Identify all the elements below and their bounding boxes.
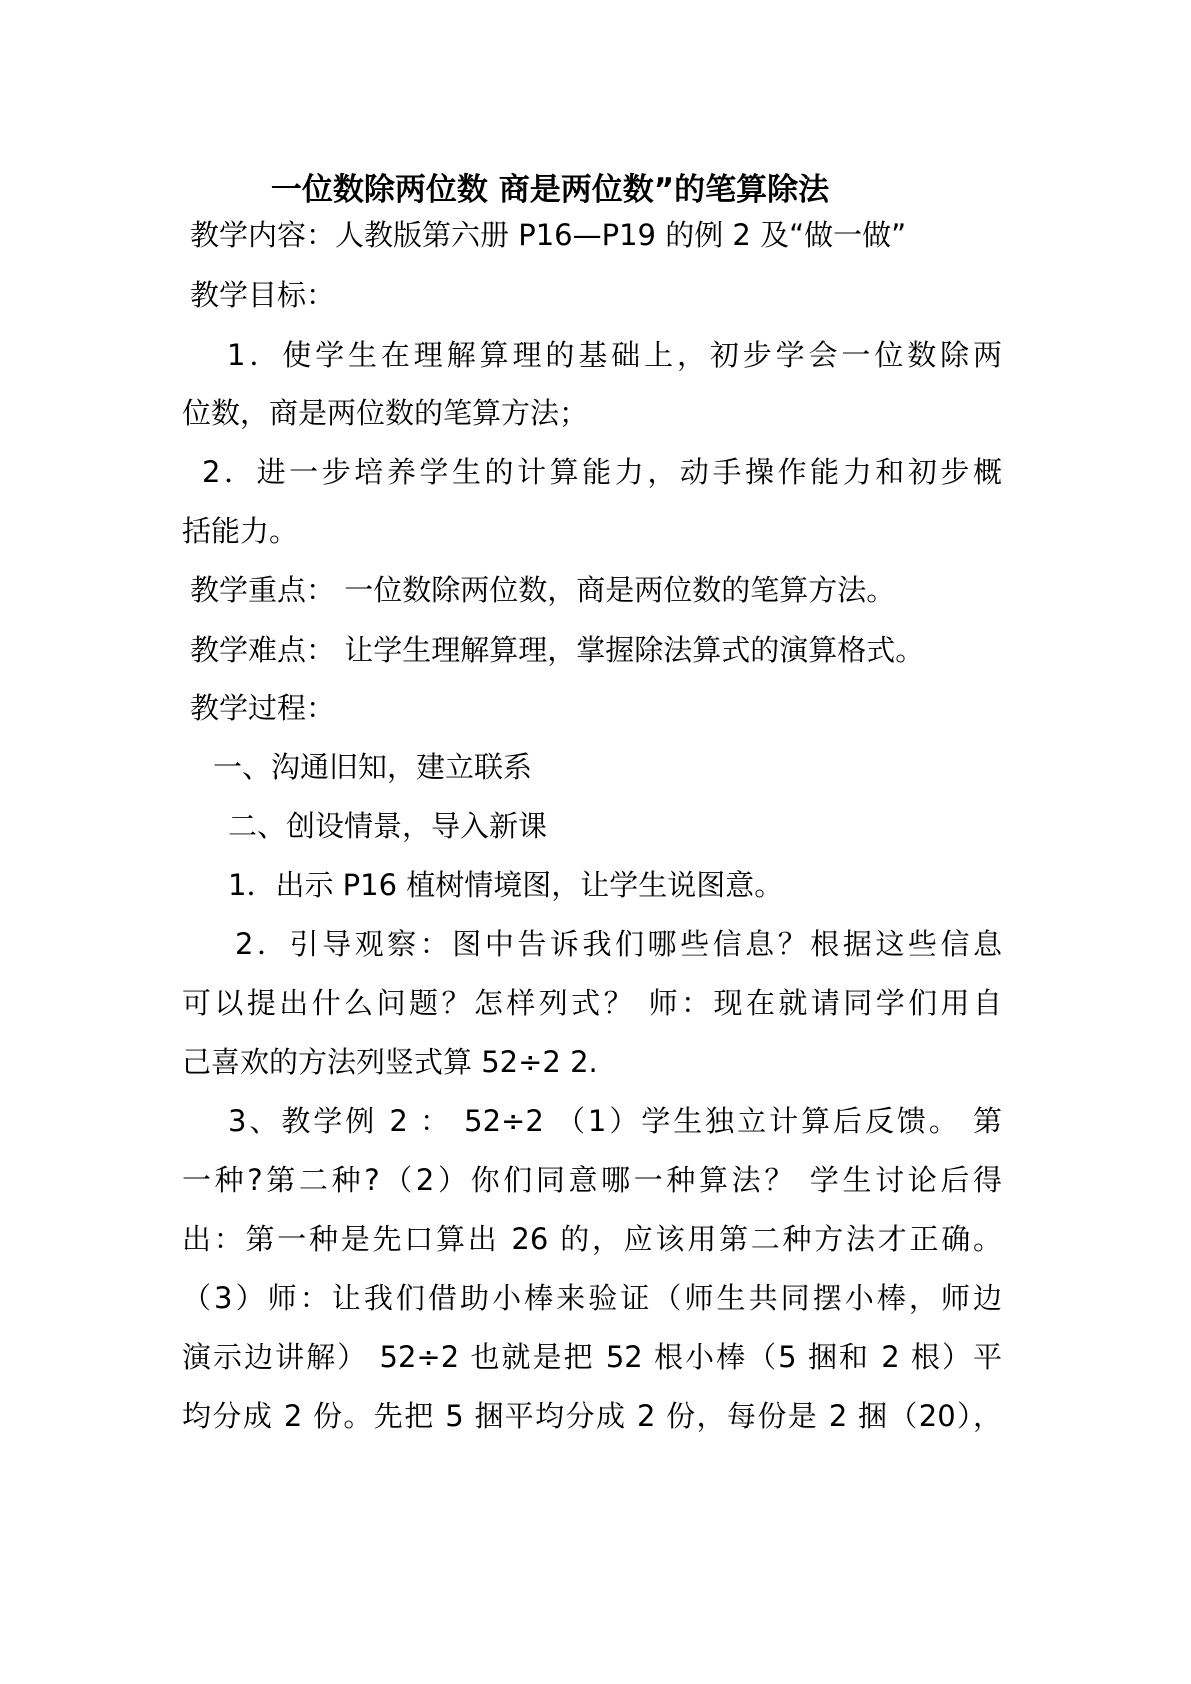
- step-3-line-4: （3）师：让我们借助小棒来验证（师生共同摆小棒，师边: [182, 1281, 1002, 1315]
- teaching-content-line: 教学内容：人教版第六册 P16—P19 的例 2 及“做一做”: [190, 218, 907, 252]
- step-3-line-6: 均分成 2 份。先把 5 捆平均分成 2 份，每份是 2 捆（20），: [182, 1399, 1002, 1433]
- goal-1-line-1: 1．使学生在理解算理的基础上，初步学会一位数除两: [227, 338, 1002, 372]
- teaching-goals-heading: 教学目标：: [190, 278, 336, 312]
- step-2-line-1: 2．引导观察：图中告诉我们哪些信息？根据这些信息: [235, 927, 1002, 961]
- teaching-key-point: 教学重点： 一位数除两位数，商是两位数的笔算方法。: [190, 573, 896, 607]
- goal-2-line-2: 括能力。: [182, 514, 299, 548]
- step-2-line-2: 可以提出什么问题？怎样列式？ 师：现在就请同学们用自: [182, 986, 1002, 1020]
- step-3-line-5: 演示边讲解） 52÷2 也就是把 52 根小棒（5 捆和 2 根）平: [182, 1340, 1002, 1374]
- goal-2-line-1: 2．进一步培养学生的计算能力，动手操作能力和初步概: [202, 455, 1002, 489]
- teaching-process-heading: 教学过程：: [190, 691, 336, 725]
- step-3-line-2: 一种?第二种?（2）你们同意哪一种算法？ 学生讨论后得: [182, 1163, 1002, 1197]
- section-2-heading: 二、创设情景，导入新课: [228, 809, 548, 843]
- goal-1-line-2: 位数，商是两位数的笔算方法；: [182, 396, 589, 430]
- step-3-line-1: 3、教学例 2 ： 52÷2 （1）学生独立计算后反馈。 第: [228, 1104, 1002, 1138]
- teaching-difficulty: 教学难点： 让学生理解算理，掌握除法算式的演算格式。: [190, 633, 925, 667]
- section-1-heading: 一、沟通旧知，建立联系: [213, 750, 533, 784]
- step-3-line-3: 出：第一种是先口算出 26 的，应该用第二种方法才正确。: [182, 1222, 1002, 1256]
- step-2-line-3: 己喜欢的方法列竖式算 52÷2 2.: [182, 1045, 598, 1079]
- step-1-line: 1．出示 P16 植树情境图，让学生说图意。: [228, 868, 784, 902]
- document-title: 一位数除两位数 商是两位数”的笔算除法: [270, 172, 830, 208]
